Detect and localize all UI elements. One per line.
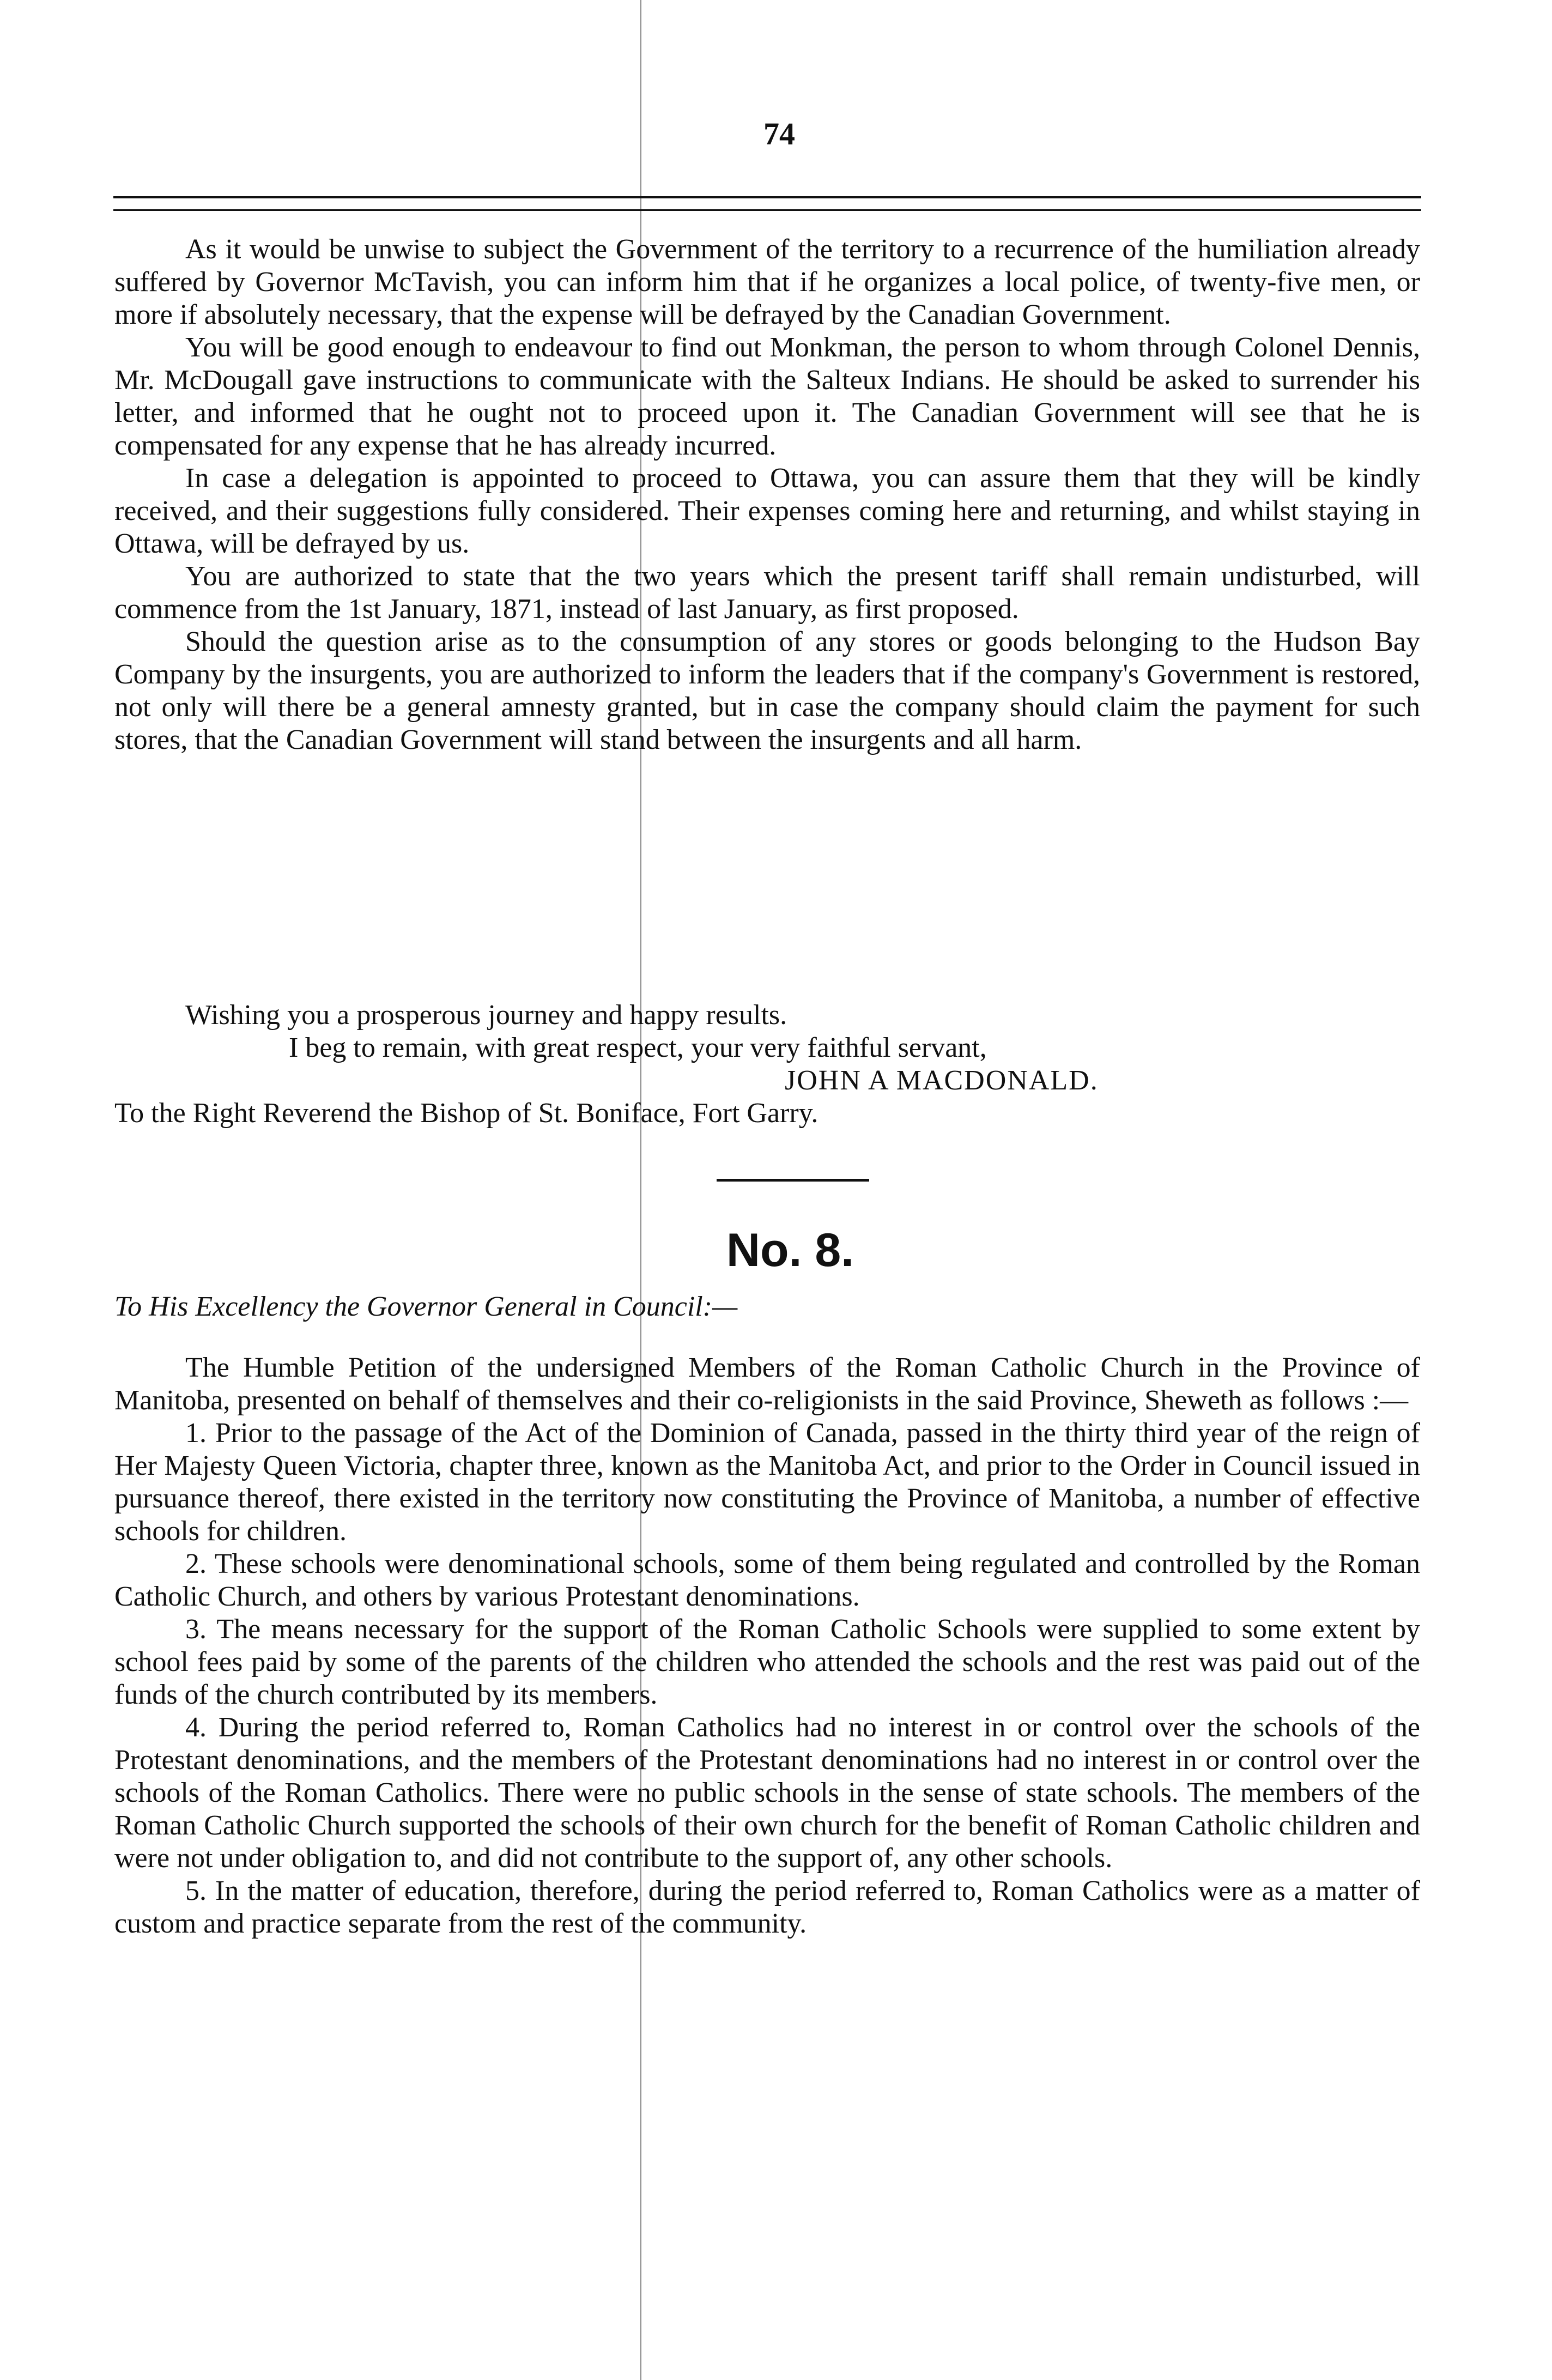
letter-paragraph: Should the question arise as to the consumption of any stores or goods belonging to the Hudson Bay Company by the insurgents, you are authorized to inform the leaders that if the company's Government is restored, not only will there be a general amnesty granted, but in case the company should claim the payment for such stores, that the Canadian Government will stand between the insurgents and all harm. — [114, 626, 1420, 755]
letter-closing: I beg to remain, with great respect, your very faithful servant, — [289, 1032, 987, 1063]
petition-paragraph: 4. During the period referred to, Roman Catholics had no interest in or control over the schools of the Protestant denominations, and the members of the Protestant denominations had no interest in or control over the schools of the Roman Catholics. There were no public schools in the sense of state schools. The members of the Roman Catholic Church supported the schools of their own church for the benefit of Roman Catholic children and were not under obligation to, and did not contribute to the support of, any other schools. — [114, 1712, 1420, 1874]
letter-addressee: To the Right Reverend the Bishop of St. Boniface, Fort Garry. — [114, 1098, 819, 1129]
letter-greeting: Wishing you a prosperous journey and happy results. — [185, 1000, 787, 1031]
section-divider — [717, 1179, 869, 1182]
section-heading: No. 8. — [726, 1224, 854, 1276]
petition-paragraph: 3. The means necessary for the support of the Roman Catholic Schools were supplied to some extent by school fees paid by some of the parents of the children who attended the schools and the rest was paid out of the funds of the church contributed by its members. — [114, 1614, 1420, 1710]
petition-paragraph: The Humble Petition of the undersigned Members of the Roman Catholic Church in the Province of Manitoba, presented on behalf of themselves and their co-religionists in the said Province, Sheweth as follows :— — [114, 1352, 1420, 1416]
page-number: 74 — [763, 116, 795, 152]
petition-body — [114, 1352, 1420, 1940]
header-rule-top — [113, 196, 1421, 198]
petition-paragraph: 1. Prior to the passage of the Act of the Dominion of Canada, passed in the thirty third year of the reign of Her Majesty Queen Victoria, chapter three, known as the Manitoba Act, and prior to the Order in Council issued in pursuance thereof, there existed in the territory now constituting the Province of Manitoba, a number of effective schools for children. — [114, 1418, 1420, 1547]
header-rule-bottom — [113, 209, 1421, 211]
letter-body — [114, 233, 1420, 756]
petition-salutation: To His Excellency the Governor General in Council:— — [114, 1291, 738, 1322]
petition-paragraph: 2. These schools were denominational schools, some of them being regulated and controlled by the Roman Catholic Church, and others by various Protestant denominations. — [114, 1548, 1420, 1612]
letter-signature: JOHN A MACDONALD. — [785, 1065, 1099, 1096]
petition-paragraph: 5. In the matter of education, therefore, during the period referred to, Roman Catholics were as a matter of custom and practice separate from the rest of the community. — [114, 1875, 1420, 1939]
letter-paragraph: As it would be unwise to subject the Government of the territory to a recurrence of the humiliation already suffered by Governor McTavish, you can inform him that if he organizes a local police, of twenty-five men, or more if absolutely necessary, that the expense will be defrayed by the Canadian Government. — [114, 234, 1420, 330]
letter-paragraph: You are authorized to state that the two years which the present tariff shall remain undisturbed, will commence from the 1st January, 1871, instead of last January, as first proposed. — [114, 561, 1420, 625]
letter-paragraph: In case a delegation is appointed to proceed to Ottawa, you can assure them that they will be kindly received, and their suggestions fully considered. Their expenses coming here and returning, and whilst staying in Ottawa, will be defrayed by us. — [114, 463, 1420, 559]
letter-paragraph: You will be good enough to endeavour to find out Monkman, the person to whom through Colonel Dennis, Mr. McDougall gave instructions to communicate with the Salteux Indians. He should be asked to surrender his letter, and informed that he ought not to proceed upon it. The Canadian Government will see that he is compensated for any expense that he has already incurred. — [114, 332, 1420, 461]
